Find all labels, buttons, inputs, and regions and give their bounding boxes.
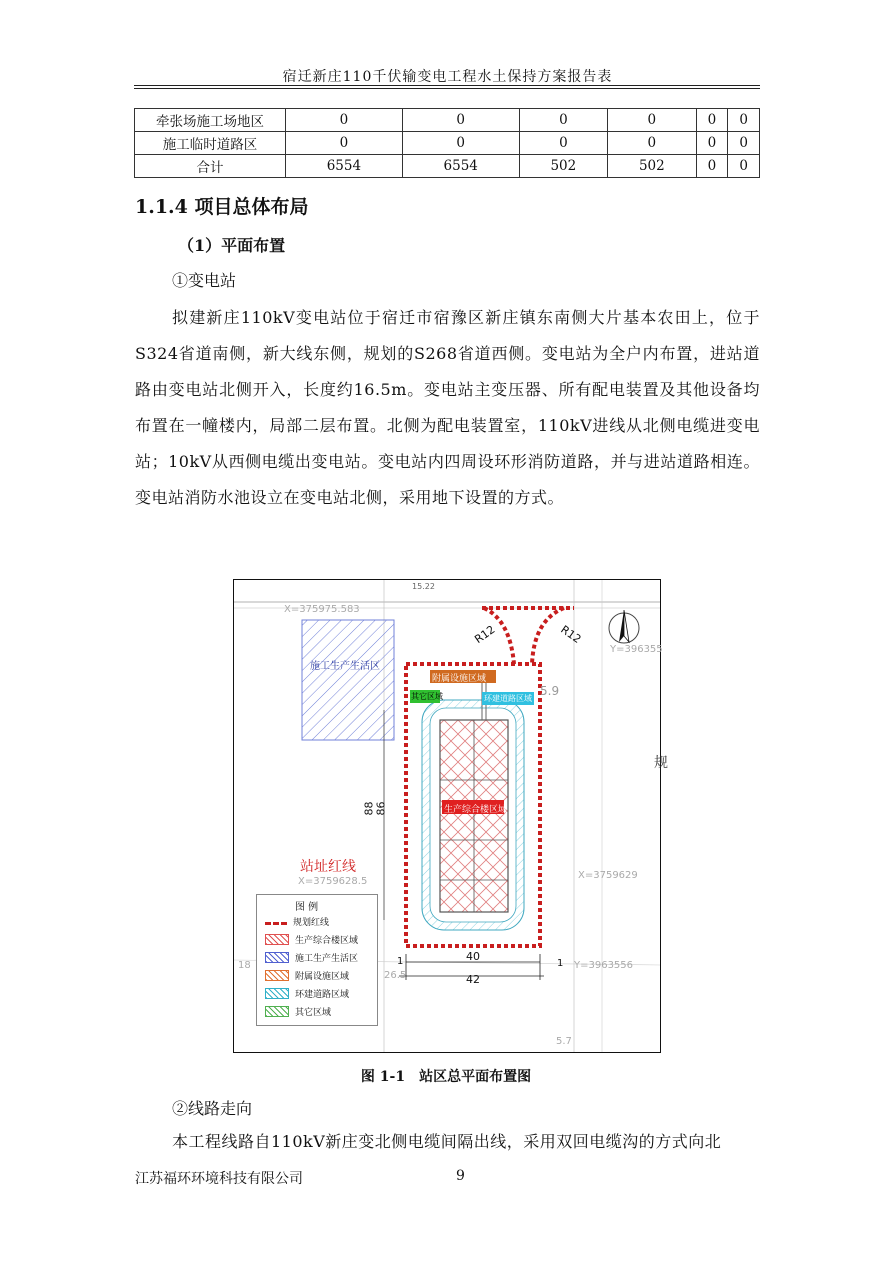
coord-x-top: X=375975.583: [284, 604, 360, 615]
dim-40: 40: [466, 950, 480, 963]
table-cell: 0: [696, 109, 728, 132]
legend-swatch: [265, 952, 289, 963]
header-rule: [134, 85, 760, 89]
section-title: 1.1.4 项目总体布局: [135, 196, 309, 218]
figure-caption: 图 1-1 站区总平面布置图: [360, 1069, 532, 1085]
num-18: 18: [238, 960, 251, 971]
table-cell: 0: [286, 109, 403, 132]
legend-label: 生产综合楼区域: [295, 936, 359, 946]
table-row-label: 合计: [135, 155, 286, 178]
item-route-title: ②线路走向: [172, 1099, 253, 1118]
table-cell: 0: [402, 132, 519, 155]
subsection-title: （1）平面布置: [178, 236, 286, 255]
table-row-label: 施工临时道路区: [135, 132, 286, 155]
dim-1-right: 1: [557, 958, 564, 969]
dim-1-left: 1: [397, 956, 404, 967]
auxiliary-zone-label: 附属设施区域: [432, 674, 487, 684]
legend-item: [265, 1005, 331, 1018]
legend-label: 其它区域: [295, 1008, 332, 1018]
map-legend: [256, 894, 378, 1026]
coord-y-top: Y=396355: [610, 644, 663, 655]
red-line-label: 站址红线: [300, 859, 356, 875]
table-row-label: 牵张场施工场地区: [135, 109, 286, 132]
production-zone-label: 生产综合楼区域: [444, 805, 508, 815]
dim-88: 88: [362, 801, 376, 816]
summary-table: [134, 108, 760, 178]
coord-y-bottom: Y=3963556: [574, 960, 634, 971]
legend-swatch: [265, 988, 289, 999]
table-row: [135, 132, 760, 155]
table-cell: 0: [608, 109, 696, 132]
road-zone-label: 环建道路区域: [484, 694, 532, 703]
legend-swatch: [265, 922, 287, 925]
item-substation-title: ①变电站: [172, 271, 237, 290]
coord-x-left: X=3759628.5: [298, 876, 368, 887]
legend-title: 图 例: [295, 902, 319, 913]
legend-swatch: [265, 1006, 289, 1017]
legend-item: [265, 969, 349, 982]
legend-label: 环建道路区域: [295, 990, 350, 1000]
site-plan-figure: [233, 579, 668, 1053]
table-row: [135, 109, 760, 132]
table-cell: 502: [608, 155, 696, 178]
legend-item: [265, 933, 358, 946]
num-5-9: 5.9: [540, 684, 560, 698]
paragraph-substation: 拟建新庄110kV变电站位于宿迁市宿豫区新庄镇东南侧大片基本农田上，位于S324省道南侧，新大线东侧，规划的S268省道西侧。变电站为全户内布置，进站道路由变电站北侧开入，长度约16.5m。变电站主变压器、所有配电装置及其他设备均布置在一幢楼内，局部二层布置。北侧为配电装置室，110kV进线从北侧电缆进变电站；10kV从西侧电缆出变电站。变电站内四周设环形消防道路，并与进站道路相连。变电站消防水池设立在变电站北侧，采用地下设置的方式。: [135, 308, 760, 507]
table-cell: 0: [728, 109, 760, 132]
page-header-title: 宿迁新庄110千伏输变电工程水土保持方案报告表: [282, 69, 613, 85]
legend-label: 规划红线: [293, 918, 330, 928]
radius-left-label: R12: [472, 622, 498, 647]
dim-42: 42: [466, 973, 480, 986]
table-cell: 0: [519, 132, 607, 155]
legend-item: [265, 915, 329, 928]
paragraph-route: 本工程线路自110kV新庄变北侧电缆间隔出线，采用双回电缆沟的方式向北: [172, 1132, 722, 1151]
coord-top: 15.22: [412, 582, 435, 591]
side-char: 规: [654, 755, 668, 771]
legend-item: [265, 951, 358, 964]
legend-swatch: [265, 934, 289, 945]
footer-company: 江苏福环环境科技有限公司: [135, 1171, 303, 1187]
table-cell: 0: [696, 155, 728, 178]
num-5-7: 5.7: [556, 1036, 572, 1047]
table-cell: 6554: [286, 155, 403, 178]
table-cell: 0: [608, 132, 696, 155]
table-cell: 0: [696, 132, 728, 155]
dim-86: 86: [374, 801, 388, 816]
table-cell: 0: [286, 132, 403, 155]
table-cell: 502: [519, 155, 607, 178]
legend-swatch: [265, 970, 289, 981]
table-cell: 0: [728, 155, 760, 178]
legend-label: 施工生产生活区: [295, 954, 359, 964]
page-number: 9: [456, 1168, 465, 1184]
table-cell: 6554: [402, 155, 519, 178]
table-cell: 0: [728, 132, 760, 155]
construction-living-label: 施工生产生活区: [310, 661, 380, 672]
table-row: [135, 155, 760, 178]
table-cell: 0: [519, 109, 607, 132]
table-cell: 0: [402, 109, 519, 132]
legend-label: 附属设施区域: [295, 972, 350, 982]
radius-right-label: R12: [558, 622, 584, 647]
coord-x-right: X=3759629: [578, 870, 638, 881]
other-zone-label: 其它区域: [411, 692, 443, 701]
legend-item: [265, 987, 349, 1000]
num-26-5: 26.5: [384, 970, 407, 981]
